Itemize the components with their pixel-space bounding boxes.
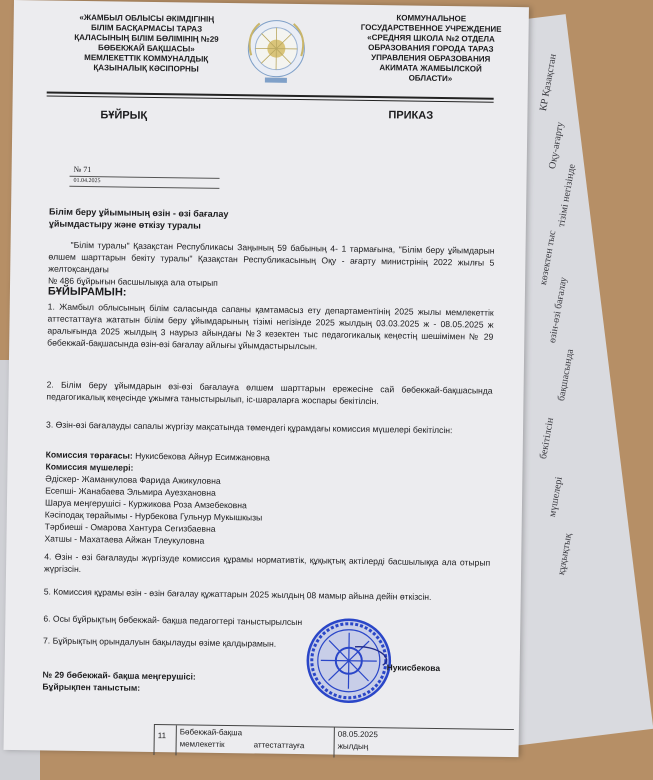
background-sheet-line: көзектен тыс — [538, 229, 559, 286]
background-sheet-line: өзін-өзі бағалау — [547, 276, 570, 344]
background-sheet-line: бақшасында — [556, 348, 576, 402]
table-cell: Бөбекжай-бақша — [179, 727, 243, 738]
header-right-line: ГОСУДАРСТВЕННОЕ УЧРЕЖДЕНИЕ — [360, 22, 502, 34]
table-cell: мемлекеттік — [179, 739, 225, 750]
table-cell: жылдың — [337, 741, 369, 752]
signature-position: № 29 бөбекжай- бақша меңгерушісі: — [42, 669, 196, 682]
commission-chair-label: Комиссия төрағасы: — [45, 449, 133, 461]
commission-member: Шаруа меңгерушісі - Куржикова Роза Амзебековна — [44, 497, 247, 511]
header-left-kz — [61, 13, 232, 75]
state-emblem-icon — [245, 15, 308, 86]
order-date-line — [69, 186, 219, 189]
header-left-line: ҚАЛАСЫНЫҢ БІЛІМ БӨЛІМІНІҢ №29 — [74, 32, 219, 44]
order-date: 01.04.2025 — [73, 177, 101, 185]
document-title-ru: ПРИКАЗ — [388, 109, 434, 122]
preamble-end: № 486 бұйрығын басшылыққа ала отырып — [48, 275, 218, 288]
document-title-kz: БҰЙРЫҚ — [100, 109, 148, 122]
background-sheet-line: құқықтық — [556, 532, 575, 576]
command-heading: БҰЙЫРАМЫН: — [47, 285, 127, 299]
table-cell: 08.05.2025 — [337, 729, 378, 740]
round-seal-icon — [304, 616, 393, 705]
commission-member: Хатшы - Махатаева Айжан Тлеукуловна — [44, 533, 205, 546]
order-item-5: 5. Комиссия құрамы өзін - өзін бағалау құжаттарын 2025 жылдың 08 мамыр айына дейін өткізсін. — [43, 586, 432, 602]
subject-line-2: ұйымдастыру және өткізу туралы — [48, 218, 201, 231]
underlying-table-fragment — [153, 724, 514, 770]
order-subject — [49, 206, 495, 236]
commission-chair-name: Нукисбекова Айнур Есимжановна — [135, 450, 270, 463]
header-left-line: БІЛІМ БАСҚАРМАСЫ ТАРАЗ — [91, 23, 203, 34]
header-right-line: АКИМАТА ЖАМБЫЛСКОЙ — [379, 63, 482, 74]
background-sheet-line: мүшелері — [547, 475, 565, 518]
commission-block — [44, 448, 491, 550]
header-right-line: «СРЕДНЯЯ ШКОЛА №2 ОТДЕЛА — [367, 32, 495, 44]
commission-member: Есепші- Жанабаева Эльмира Ауезхановна — [45, 485, 216, 498]
header-left-line: ҚАЗЫНАЛЫҚ КӘСІПОРНЫ — [93, 63, 199, 74]
order-item-1: 1. Жамбыл облысының білім саласында сапаны қамтамасыз ету департаментінің 2025 жылы мемлекеттік аттестаттауға жататын білім беру ұйымдарының тізімі негізінде 2025 жылдың 03.03.2025 ж - 08.05.2025 ж аралығында 2025 жылдың 3 наурыз айындағы №3 кезектен тыс педагогикалық кеңестің шешімімен № 29 бөбекжай-бақшасында өзін-өзі бағалау айлығы ұйымдастырылсын. — [47, 301, 494, 352]
order-item-2: 2. Білім беру ұйымдарын өзі-өзі бағалауға өлшем шарттарын ережесіне сай бөбекжай-бақшасында педагогикалық кеңесінде ұжымға таныстырылып, іс-шараларға жоспары бекітілсін. — [46, 379, 493, 407]
header-right-line: УПРАВЛЕНИЯ ОБРАЗОВАНИЯ — [371, 52, 491, 64]
header-left-line: «ЖАМБЫЛ ОБЛЫСЫ ӘКІМДІГІНІҢ — [79, 12, 215, 24]
order-item-4: 4. Өзін - өзі бағалауды жүргізуде комиссия құрамы нормативтік, құқықтық актілерді басшылыққа ала отырып жүргізсін. — [43, 551, 491, 574]
commission-member: Кәсіподақ төрайымы - Нурбекова Гульнур Мукышкызы — [44, 509, 263, 523]
header-right-line: КОММУНАЛЬНОЕ — [396, 13, 467, 24]
signatory-name: Нукисбекова — [386, 662, 441, 674]
header-right-line: ОБЛАСТИ» — [408, 73, 453, 84]
header-right-line: ОБРАЗОВАНИЯ ГОРОДА ТАРАЗ — [368, 42, 494, 54]
background-sheet-line: КР Қазақстан — [538, 53, 559, 112]
commission-members-label: Комиссия мүшелері: — [45, 461, 134, 473]
header-left-line: БӨБЕКЖАЙ БАҚШАСЫ» — [97, 43, 195, 54]
table-row-number: 11 — [157, 731, 167, 741]
order-item-3: 3. Өзін-өзі бағалауды сапалы жүргізу мақсатында төмендегі құрамдағы комиссия мүшелері бекітілсін: — [46, 419, 453, 436]
background-sheet-line: бекітілсін — [538, 416, 557, 460]
preamble: "Білім туралы" Қазақстан Республикасы Заңының 59 бабының 4- 1 тармағына, "Білім беру ұйымдарын өлшем шарттарын бекіту туралы" Қазақстан Республикасының Оқу - ағарту министрінің 2022 жылғы 5 желтоқсандағы — [48, 239, 495, 275]
background-sheet-line: Оқу-ағарту — [547, 121, 567, 170]
acquainted-label: Бұйрықпен таныстым: — [42, 681, 141, 693]
background-sheet-line: тізімі негізінде — [556, 163, 578, 228]
order-number: № 71 — [73, 164, 92, 175]
header-left-line: МЕМЛЕКЕТТІК КОММУНАЛДЫҚ — [84, 52, 209, 64]
order-item-6: 6. Осы бұйрықтың бөбекжай- бақша педагогтері таныстырылсын — [43, 613, 303, 628]
order-document-page — [4, 0, 529, 757]
header-right-ru — [348, 13, 514, 85]
table-cell: аттестаттауға — [253, 740, 305, 751]
order-item-7: 7. Бұйрықтың орындалуын бақылауды өзіме қалдырамын. — [42, 635, 277, 649]
commission-member: Әдіскер- Жаманкулова Фарида Ажикуловна — [45, 473, 221, 486]
subject-line-1: Білім беру ұйымының өзін - өзі бағалау — [48, 206, 229, 220]
commission-member: Тәрбиеші - Омарова Хантура Сегизбаевна — [44, 521, 216, 534]
